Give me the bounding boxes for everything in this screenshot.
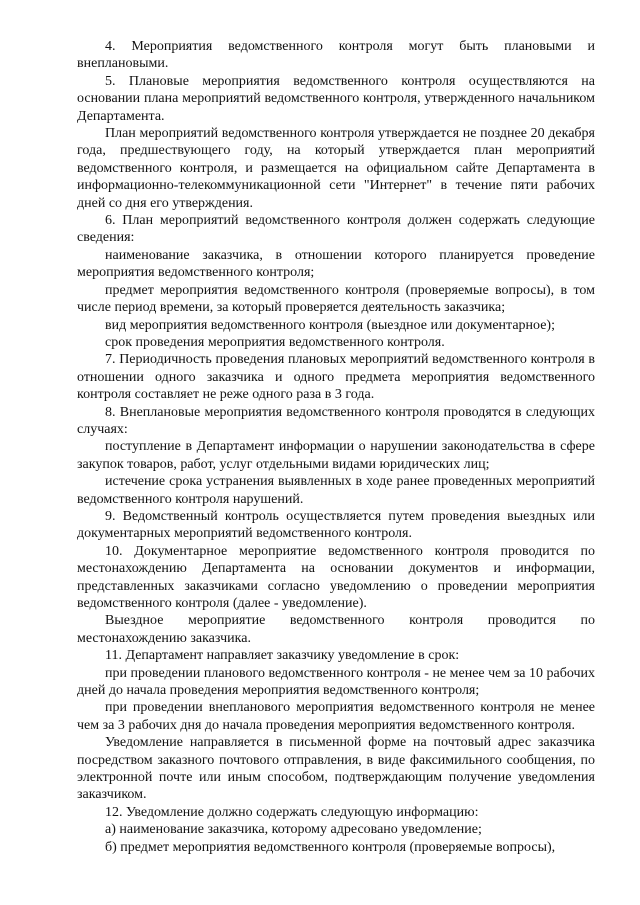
- paragraph-11: 11. Департамент направляет заказчику уведомление в срок:: [105, 648, 460, 664]
- list-item-control-term: срок проведения мероприятия ведомственного контроля.: [105, 334, 445, 350]
- paragraph-10: 10. Документарное мероприятие ведомственного контроля проводится по местонахождению Департамента на основании документов и информации, представленных заказчиками согласно уведомлению о проведении мероприятия ведомственного контроля (далее - уведомление).: [77, 543, 595, 611]
- list-item-a: а) наименование заказчика, которому адресовано уведомление;: [105, 822, 482, 838]
- paragraph-onsite-control: Выездное мероприятие ведомственного контроля проводится по местонахождению заказчика.: [77, 613, 595, 646]
- paragraph-12: 12. Уведомление должно содержать следующую информацию:: [105, 804, 479, 820]
- paragraph-4: 4. Мероприятия ведомственного контроля могут быть плановыми и внеплановыми.: [77, 39, 595, 72]
- paragraph-notice-delivery: Уведомление направляется в письменной форме на почтовый адрес заказчика посредством заказного почтового отправления, в виде факсимильного сообщения, по электронной почте или иным способом, подтверждающим получение уведомления заказчиком.: [77, 735, 595, 803]
- list-item-control-subject: предмет мероприятия ведомственного контроля (проверяемые вопросы), в том числе период времени, за который проверяется деятельность заказчика;: [77, 282, 595, 316]
- list-item-deadline-expiry: истечение срока устранения выявленных в ходе ранее проведенных мероприятий ведомственного контроля нарушений.: [77, 474, 595, 507]
- paragraph-9: 9. Ведомственный контроль осуществляется путем проведения выездных или документарных мероприятий ведомственного контроля.: [77, 508, 595, 542]
- paragraph-5: 5. Плановые мероприятия ведомственного контроля осуществляются на основании плана мероприятий ведомственного контроля, утвержденного начальником Департамента.: [77, 73, 595, 124]
- list-item-violation-info: поступление в Департамент информации о нарушении законодательства в сфере закупок товаров, работ, услуг отдельными видами юридических лиц;: [77, 439, 595, 472]
- list-item-planned-notice: при проведении планового ведомственного контроля - не менее чем за 10 рабочих дней до начала проведения мероприятия ведомственного контроля;: [77, 665, 596, 699]
- list-item-control-type: вид мероприятия ведомственного контроля (выездное или документарное);: [105, 317, 555, 333]
- paragraph-7: 7. Периодичность проведения плановых мероприятий ведомственного контроля в отношении одного заказчика и одного предмета мероприятия ведомственного контроля составляет не реже одного раза в 3 года.: [77, 352, 595, 403]
- paragraph-6: 6. План мероприятий ведомственного контроля должен содержать следующие сведения:: [77, 213, 595, 246]
- list-item-unplanned-notice: при проведении внепланового мероприятия ведомственного контроля не менее чем за 3 рабочих дня до начала проведения мероприятия ведомственного контроля.: [77, 700, 595, 733]
- document-page: [77, 38, 595, 856]
- paragraph-plan-approval: План мероприятий ведомственного контроля утверждается не позднее 20 декабря года, предшествующего году, на который утверждается план мероприятий ведомственного контроля, и размещается на официальном сайте Департамента в информационно-телекоммуникационной сети "Интернет" в течение пяти рабочих дней со дня его утверждения.: [77, 126, 595, 211]
- paragraph-8: 8. Внеплановые мероприятия ведомственного контроля проводятся в следующих случаях:: [77, 404, 595, 437]
- list-item-customer-name: наименование заказчика, в отношении которого планируется проведение мероприятия ведомственного контроля;: [77, 247, 595, 281]
- list-item-b: б) предмет мероприятия ведомственного контроля (проверяемые вопросы),: [105, 839, 556, 855]
